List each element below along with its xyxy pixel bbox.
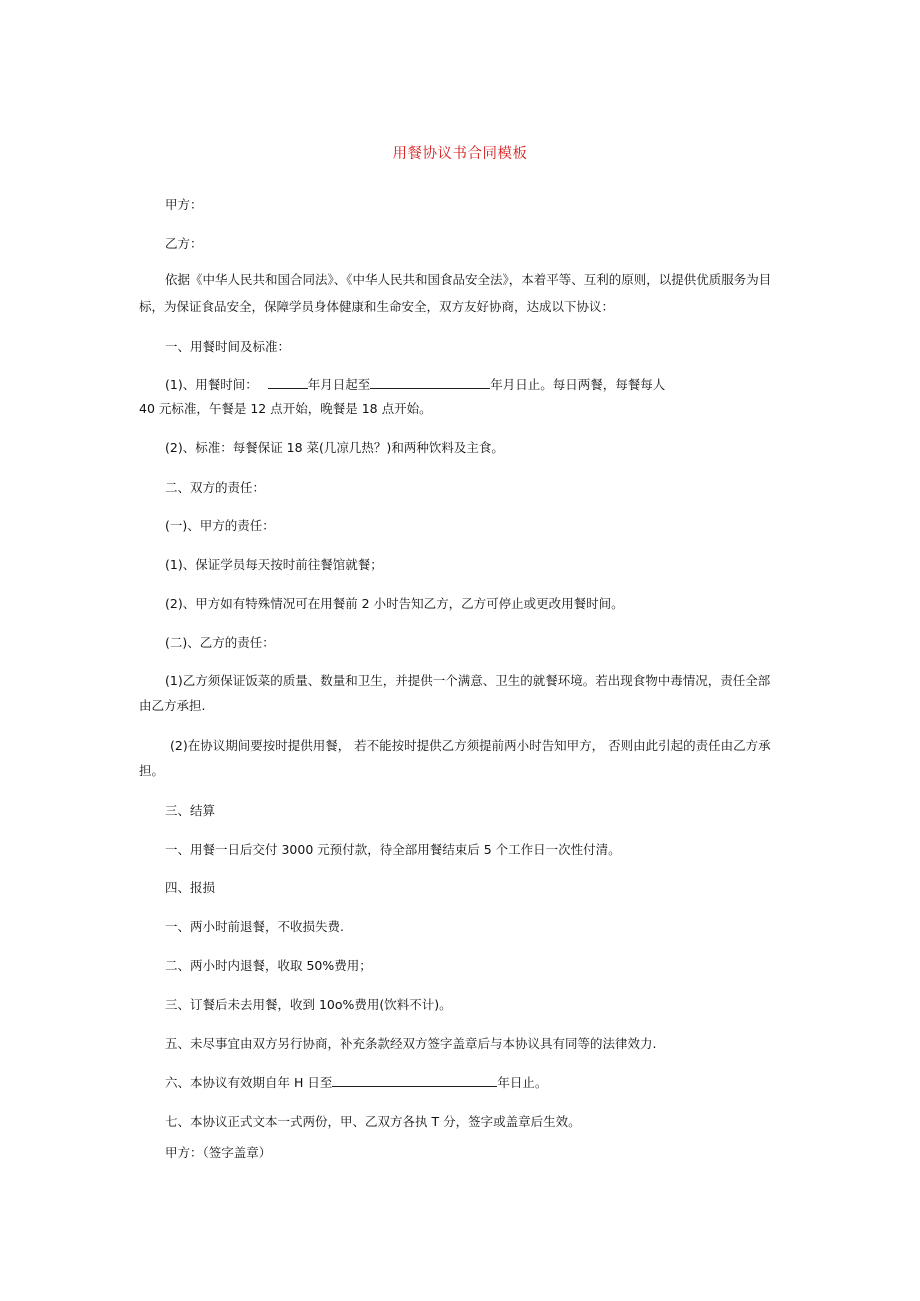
validity-prefix: 六、本协议有效期自年 H 日至 <box>165 1075 333 1090</box>
validity-end-blank <box>332 1074 497 1087</box>
intro-line-1: 依据《中华人民共和国合同法》、《中华人民共和国食品安全法》，本着平等、互利的原则，以提供优质服务为目 <box>165 272 772 287</box>
section-4-item-3: 三、订餐后未去用餐，收到 10o%费用(饮料不计)。 <box>165 997 452 1012</box>
section-7: 七、本协议正式文本一式两份，甲、乙双方各执 T 分，签字或盖章后生效。 <box>165 1114 581 1129</box>
section-2a-item-2: (2)、甲方如有特殊情况可在用餐前 2 小时告知乙方，乙方可停止或更改用餐时间。 <box>165 596 624 611</box>
section-2b-item-1-line-1: (1)乙方须保证饭菜的质量、数量和卫生，并提供一个满意、卫生的就餐环境。若出现食物中毒情况，责任全部 <box>165 673 771 688</box>
section-2b-item-2-line-2: 担。 <box>139 763 165 778</box>
section-2b-item-1-line-2: 由乙方承担. <box>139 698 206 713</box>
section-4-item-1: 一、两小时前退餐，不收损失费. <box>165 919 344 934</box>
section-4-heading: 四、报损 <box>165 880 216 895</box>
intro-line-2: 标，为保证食品安全，保障学员身体健康和生命安全，双方友好协商，达成以下协议： <box>139 299 615 314</box>
section-3-heading: 三、结算 <box>165 803 216 818</box>
party-a-label: 甲方： <box>165 197 203 212</box>
document-title: 用餐协议书合同模板 <box>392 146 528 162</box>
party-a-signature: 甲方：（签字盖章） <box>165 1145 272 1160</box>
section-3-item-1: 一、用餐一日后交付 3000 元预付款，待全部用餐结束后 5 个工作日一次性付清。 <box>165 842 621 857</box>
section-6 <box>165 1073 547 1093</box>
section-2-heading: 二、双方的责任： <box>165 480 266 495</box>
start-date-blank <box>268 376 308 389</box>
section-2b-item-2-line-1: (2)在协议期间要按时提供用餐， 若不能按时提供乙方须提前两小时告知甲方， 否则由此引起的责任由乙方承 <box>170 738 771 753</box>
section-1-item-1-line-1 <box>165 375 665 395</box>
section-5: 五、未尽事宜由双方另行协商，补充条款经双方签字盖章后与本协议具有同等的法律效力. <box>165 1036 657 1051</box>
section-1-item-2: (2)、标准：每餐保证 18 菜(几凉几热？)和两种饮料及主食。 <box>165 440 504 455</box>
end-date-blank <box>370 376 490 389</box>
meal-time-suffix: 年月日止。每日两餐，每餐每人 <box>490 377 666 392</box>
meal-time-prefix: (1)、用餐时间： <box>165 377 258 392</box>
party-b-label: 乙方： <box>165 236 203 251</box>
validity-suffix: 年日止。 <box>497 1075 548 1090</box>
meal-time-mid: 年月日起至 <box>307 377 371 392</box>
section-2a-item-1: (1)、保证学员每天按时前往餐馆就餐； <box>165 557 383 572</box>
section-2a-heading: (一)、甲方的责任： <box>165 518 275 533</box>
section-1-item-1-line-2: 40 元标准，午餐是 12 点开始，晚餐是 18 点开始。 <box>139 401 432 416</box>
section-1-heading: 一、用餐时间及标准： <box>165 339 291 354</box>
section-2b-heading: (二)、乙方的责任： <box>165 635 275 650</box>
section-4-item-2: 二、两小时内退餐，收取 50%费用； <box>165 958 372 973</box>
